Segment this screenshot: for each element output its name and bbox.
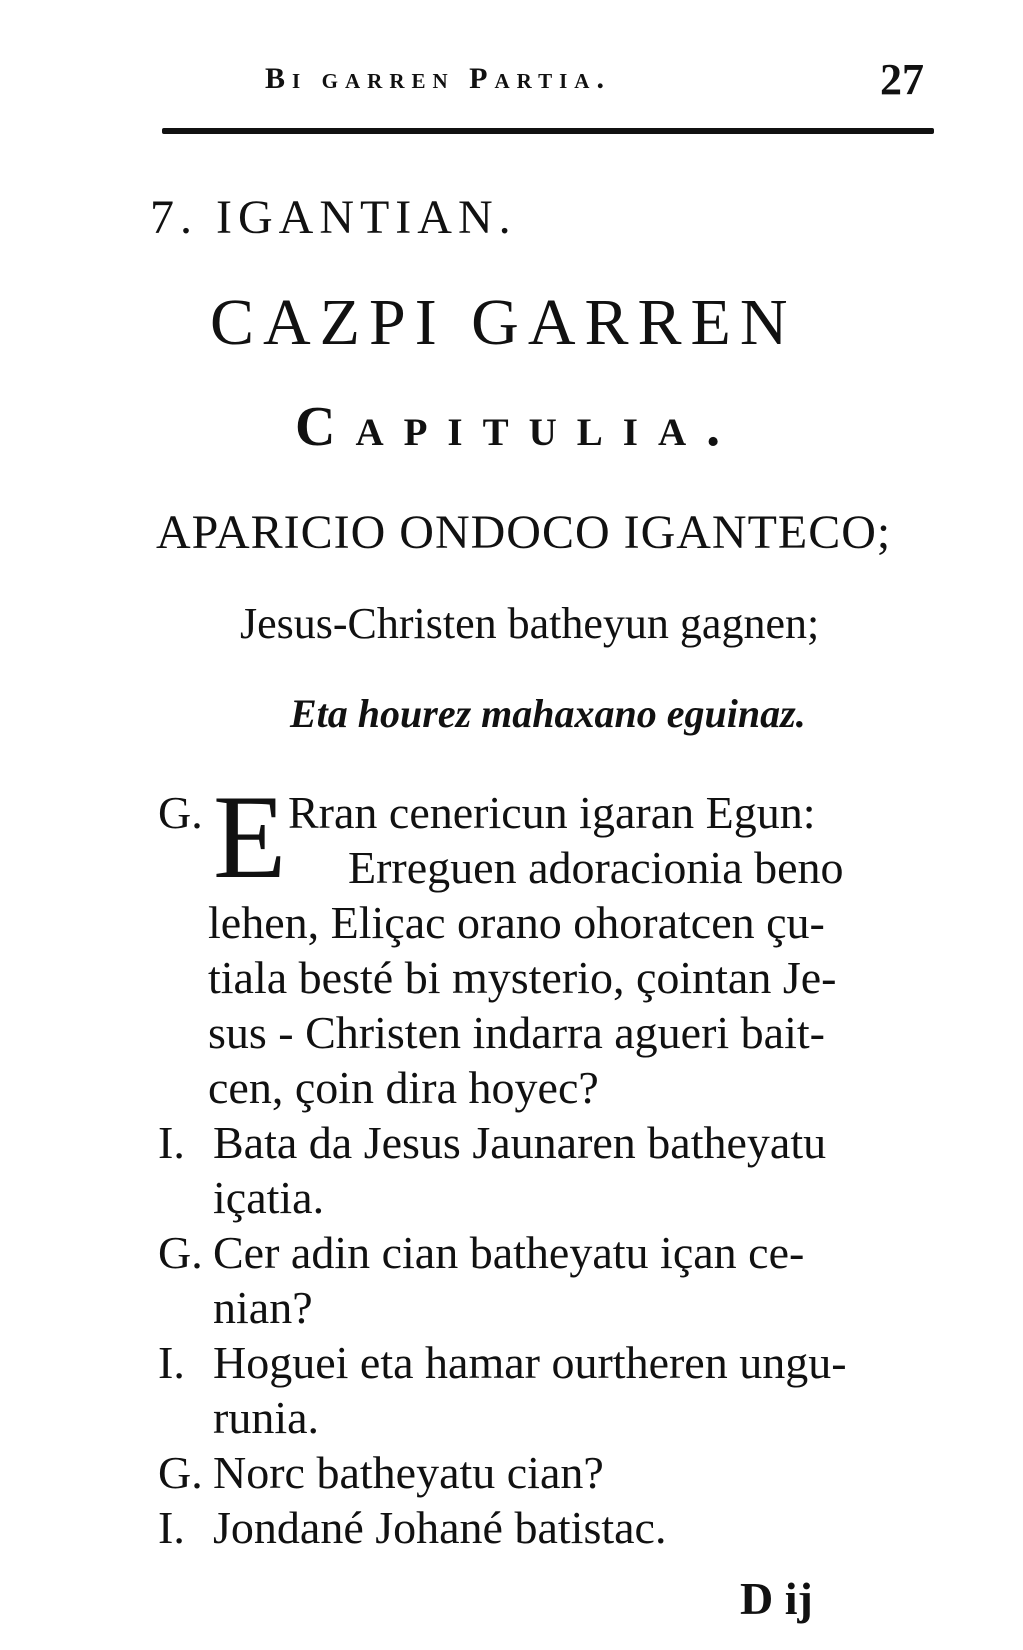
subtitle-first: Jesus-Christen batheyun gagnen; — [240, 599, 820, 648]
text-line: runia. — [213, 1392, 320, 1443]
chapter-title: CAZPI GARREN — [210, 286, 797, 359]
text-line: cen, çoin dira hoyec? — [208, 1062, 599, 1113]
text-line: Bata da Jesus Jaunaren batheyatu — [213, 1117, 827, 1168]
text-line: lehen, Eliçac orano ohoratcen çu- — [208, 897, 825, 948]
subtitle-second: Eta hourez mahaxano eguinaz. — [290, 691, 806, 736]
question-3 — [158, 1445, 938, 1500]
text-line: sus - Christen indarra agueri bait- — [208, 1007, 825, 1058]
speaker-label: I. — [158, 1117, 185, 1168]
text-line: Rran cenericun igaran Egun: — [288, 787, 816, 838]
text-line: tiala besté bi mysterio, çointan Je- — [208, 952, 837, 1003]
text-line: Norc batheyatu cian? — [213, 1447, 604, 1498]
text-line: Hoguei eta hamar ourtheren ungu- — [213, 1337, 847, 1388]
drop-cap: E — [213, 770, 287, 903]
dialogue-body — [158, 770, 938, 1555]
speaker-label: G. — [158, 787, 203, 838]
lesson-heading: 7. IGANTIAN. — [150, 191, 517, 244]
answer-2 — [158, 1335, 938, 1445]
page-number: 27 — [880, 55, 924, 104]
text-line: içatia. — [213, 1172, 325, 1223]
text-line: Erreguen adoracionia beno — [348, 842, 844, 893]
speaker-label: G. — [158, 1227, 203, 1278]
text-line: Cer adin cian batheyatu içan ce- — [213, 1227, 805, 1278]
speaker-label: I. — [158, 1337, 185, 1388]
subject-line: APARICIO ONDOCO IGANTECO; — [156, 506, 892, 559]
answer-3 — [158, 1500, 938, 1555]
text-line: Jondané Johané batistac. — [213, 1502, 667, 1553]
question-2 — [158, 1225, 938, 1335]
speaker-label: I. — [158, 1502, 185, 1553]
answer-1 — [158, 1115, 938, 1225]
header-rule — [162, 128, 934, 134]
running-head: Bi garren Partia. — [265, 62, 611, 95]
speaker-label: G. — [158, 1447, 203, 1498]
text-line: nian? — [213, 1282, 313, 1333]
signature-mark: D ij — [740, 1573, 813, 1624]
chapter-label: Capitulia. — [295, 396, 741, 458]
question-1 — [158, 770, 938, 1115]
